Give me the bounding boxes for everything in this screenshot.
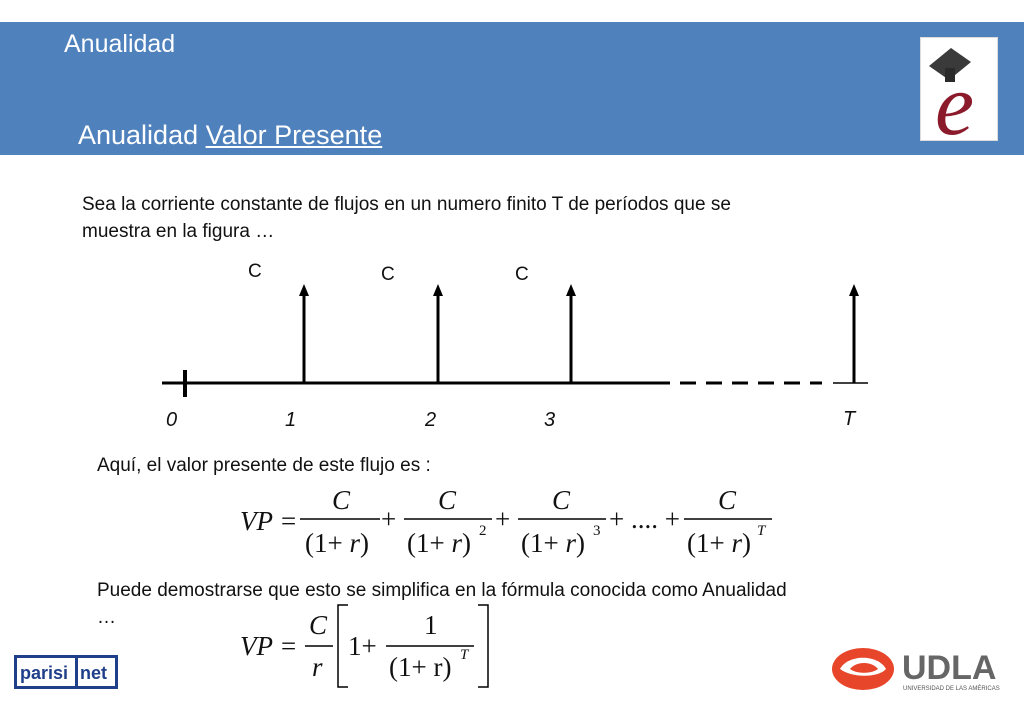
- formula1-num-T: C: [718, 485, 737, 515]
- formula2-inner-den: (1+ r): [389, 652, 452, 682]
- simplification-line-1: Puede demostrarse que esto se simplifica en la fórmula conocida como Anualidad: [97, 580, 787, 601]
- formula2-exponent: T: [460, 647, 469, 663]
- cash-flow-label-1: C: [248, 261, 262, 282]
- tick-label-T: T: [843, 408, 856, 430]
- formula1-fraction-bar-1: [300, 518, 380, 521]
- cash-flow-label-2: C: [381, 264, 395, 285]
- cash-flow-arrow-T: [849, 284, 859, 383]
- formula1-exp-2: 2: [479, 523, 487, 539]
- formula1-den-3: (1+ r): [521, 528, 585, 558]
- parisi-net-logo: [14, 655, 118, 689]
- formula1-fraction-bar-3: [518, 518, 606, 521]
- formula2-outer-bar: [305, 645, 333, 648]
- section-title: Anualidad: [64, 30, 176, 58]
- formula1-exp-3: 3: [593, 523, 601, 539]
- cash-flow-arrow-3: [566, 284, 576, 383]
- formula2-inner-num: 1: [424, 610, 438, 640]
- cash-flow-arrow-2: [433, 284, 443, 383]
- udla-name: UDLA: [902, 649, 997, 687]
- udla-logo: [830, 644, 1004, 694]
- tick-label-0: 0: [166, 409, 178, 431]
- formula1-ellipsis: + .... +: [609, 504, 680, 534]
- udla-subtitle: UNIVERSIDAD DE LAS AMÉRICAS: [903, 686, 1000, 692]
- cash-flow-arrow-1: [299, 284, 309, 383]
- parisi-left-text: parisi: [20, 663, 69, 683]
- intro-line-2: muestra en la figura …: [82, 221, 275, 242]
- formula1-num-2: C: [438, 485, 457, 515]
- formula1-exp-T: T: [757, 523, 766, 539]
- slide-title-part1: Anualidad: [78, 120, 206, 150]
- formula2-lhs: VP =: [240, 631, 298, 661]
- present-value-intro: Aquí, el valor presente de este flujo es :: [97, 455, 431, 476]
- formula2-outer-den: r: [312, 652, 323, 682]
- formula1-den-2: (1+ r): [407, 528, 471, 558]
- formula1-den-T: (1+ r): [687, 528, 751, 558]
- e-logo-letter: e: [935, 57, 975, 140]
- simplification-line-2: …: [97, 607, 116, 628]
- tick-label-2: 2: [425, 409, 437, 431]
- formula1-num-3: C: [552, 485, 571, 515]
- tick-label-3: 3: [544, 409, 556, 431]
- formula1-num-1: C: [332, 485, 351, 515]
- cash-flow-label-3: C: [515, 264, 529, 285]
- parisi-right-text: net: [80, 663, 107, 683]
- formula1-plus-1: +: [381, 504, 397, 534]
- formula1-fraction-bar-2: [404, 518, 492, 521]
- formula2-outer-num: C: [309, 610, 328, 640]
- tick-label-1: 1: [285, 409, 297, 431]
- formula1-lhs: VP =: [240, 506, 298, 536]
- formula1-plus-2: +: [495, 504, 511, 534]
- formula1-den-1: (1+ r): [305, 528, 369, 558]
- formula2-one-plus: 1+: [348, 631, 377, 661]
- slide-title-part2: Valor Presente: [205, 120, 383, 150]
- formula1-fraction-bar-T: [684, 518, 772, 521]
- intro-line-1: Sea la corriente constante de flujos en un numero finito T de períodos que se: [82, 194, 731, 215]
